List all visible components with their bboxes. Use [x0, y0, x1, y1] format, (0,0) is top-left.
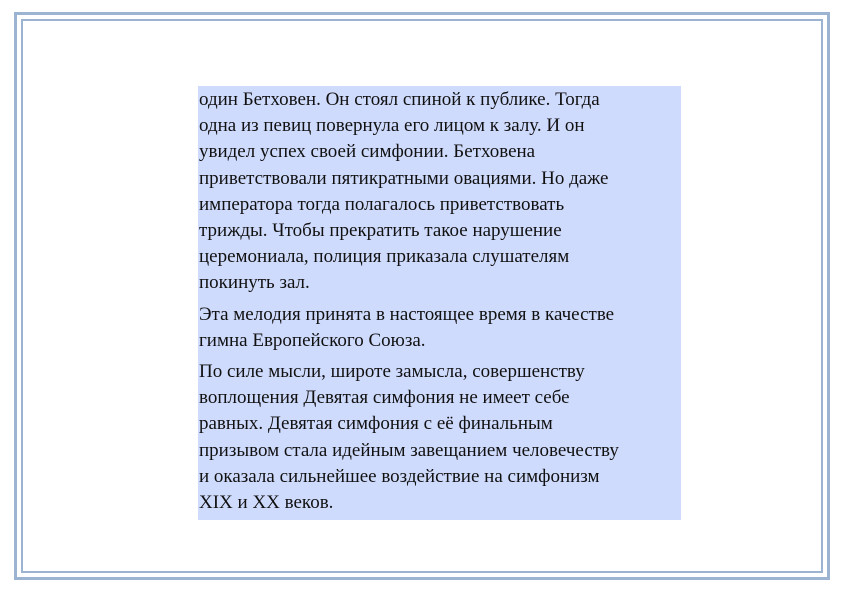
- text-line: равных. Девятая симфония с её финальным: [199, 413, 553, 435]
- text-line: По силе мысли, широте замысла, совершенству: [199, 361, 585, 383]
- text-line: церемониала, полиция приказала слушателям: [199, 246, 570, 268]
- text-line: призывом стала идейным завещанием человечеству: [199, 439, 619, 461]
- paragraph-2: [199, 302, 681, 354]
- text-line: трижды. Чтобы прекратить такое нарушение: [199, 220, 562, 242]
- text-line: воплощения Девятая симфония не имеет себе: [199, 387, 570, 409]
- text-block: [198, 86, 681, 520]
- text-line: Эта мелодия принята в настоящее время в качестве: [199, 303, 615, 325]
- text-line: гимна Европейского Союза.: [199, 329, 426, 351]
- text-line: покинуть зал.: [199, 272, 310, 294]
- text-line: увидел успех своей симфонии. Бетховена: [199, 141, 536, 163]
- text-line: и оказала сильнейшее воздействие на симфонизм: [199, 465, 600, 487]
- text-line: одна из певиц повернула его лицом к залу. И он: [199, 115, 585, 137]
- text-line: XIX и XX веков.: [199, 492, 334, 514]
- paragraph-1: [199, 87, 681, 297]
- paragraph-3: [199, 359, 681, 516]
- text-line: приветствовали пятикратными овациями. Но даже: [199, 167, 609, 189]
- text-line: императора тогда полагалось приветствовать: [199, 193, 565, 215]
- text-line: один Бетховен. Он стоял спиной к публике. Тогда: [199, 89, 600, 110]
